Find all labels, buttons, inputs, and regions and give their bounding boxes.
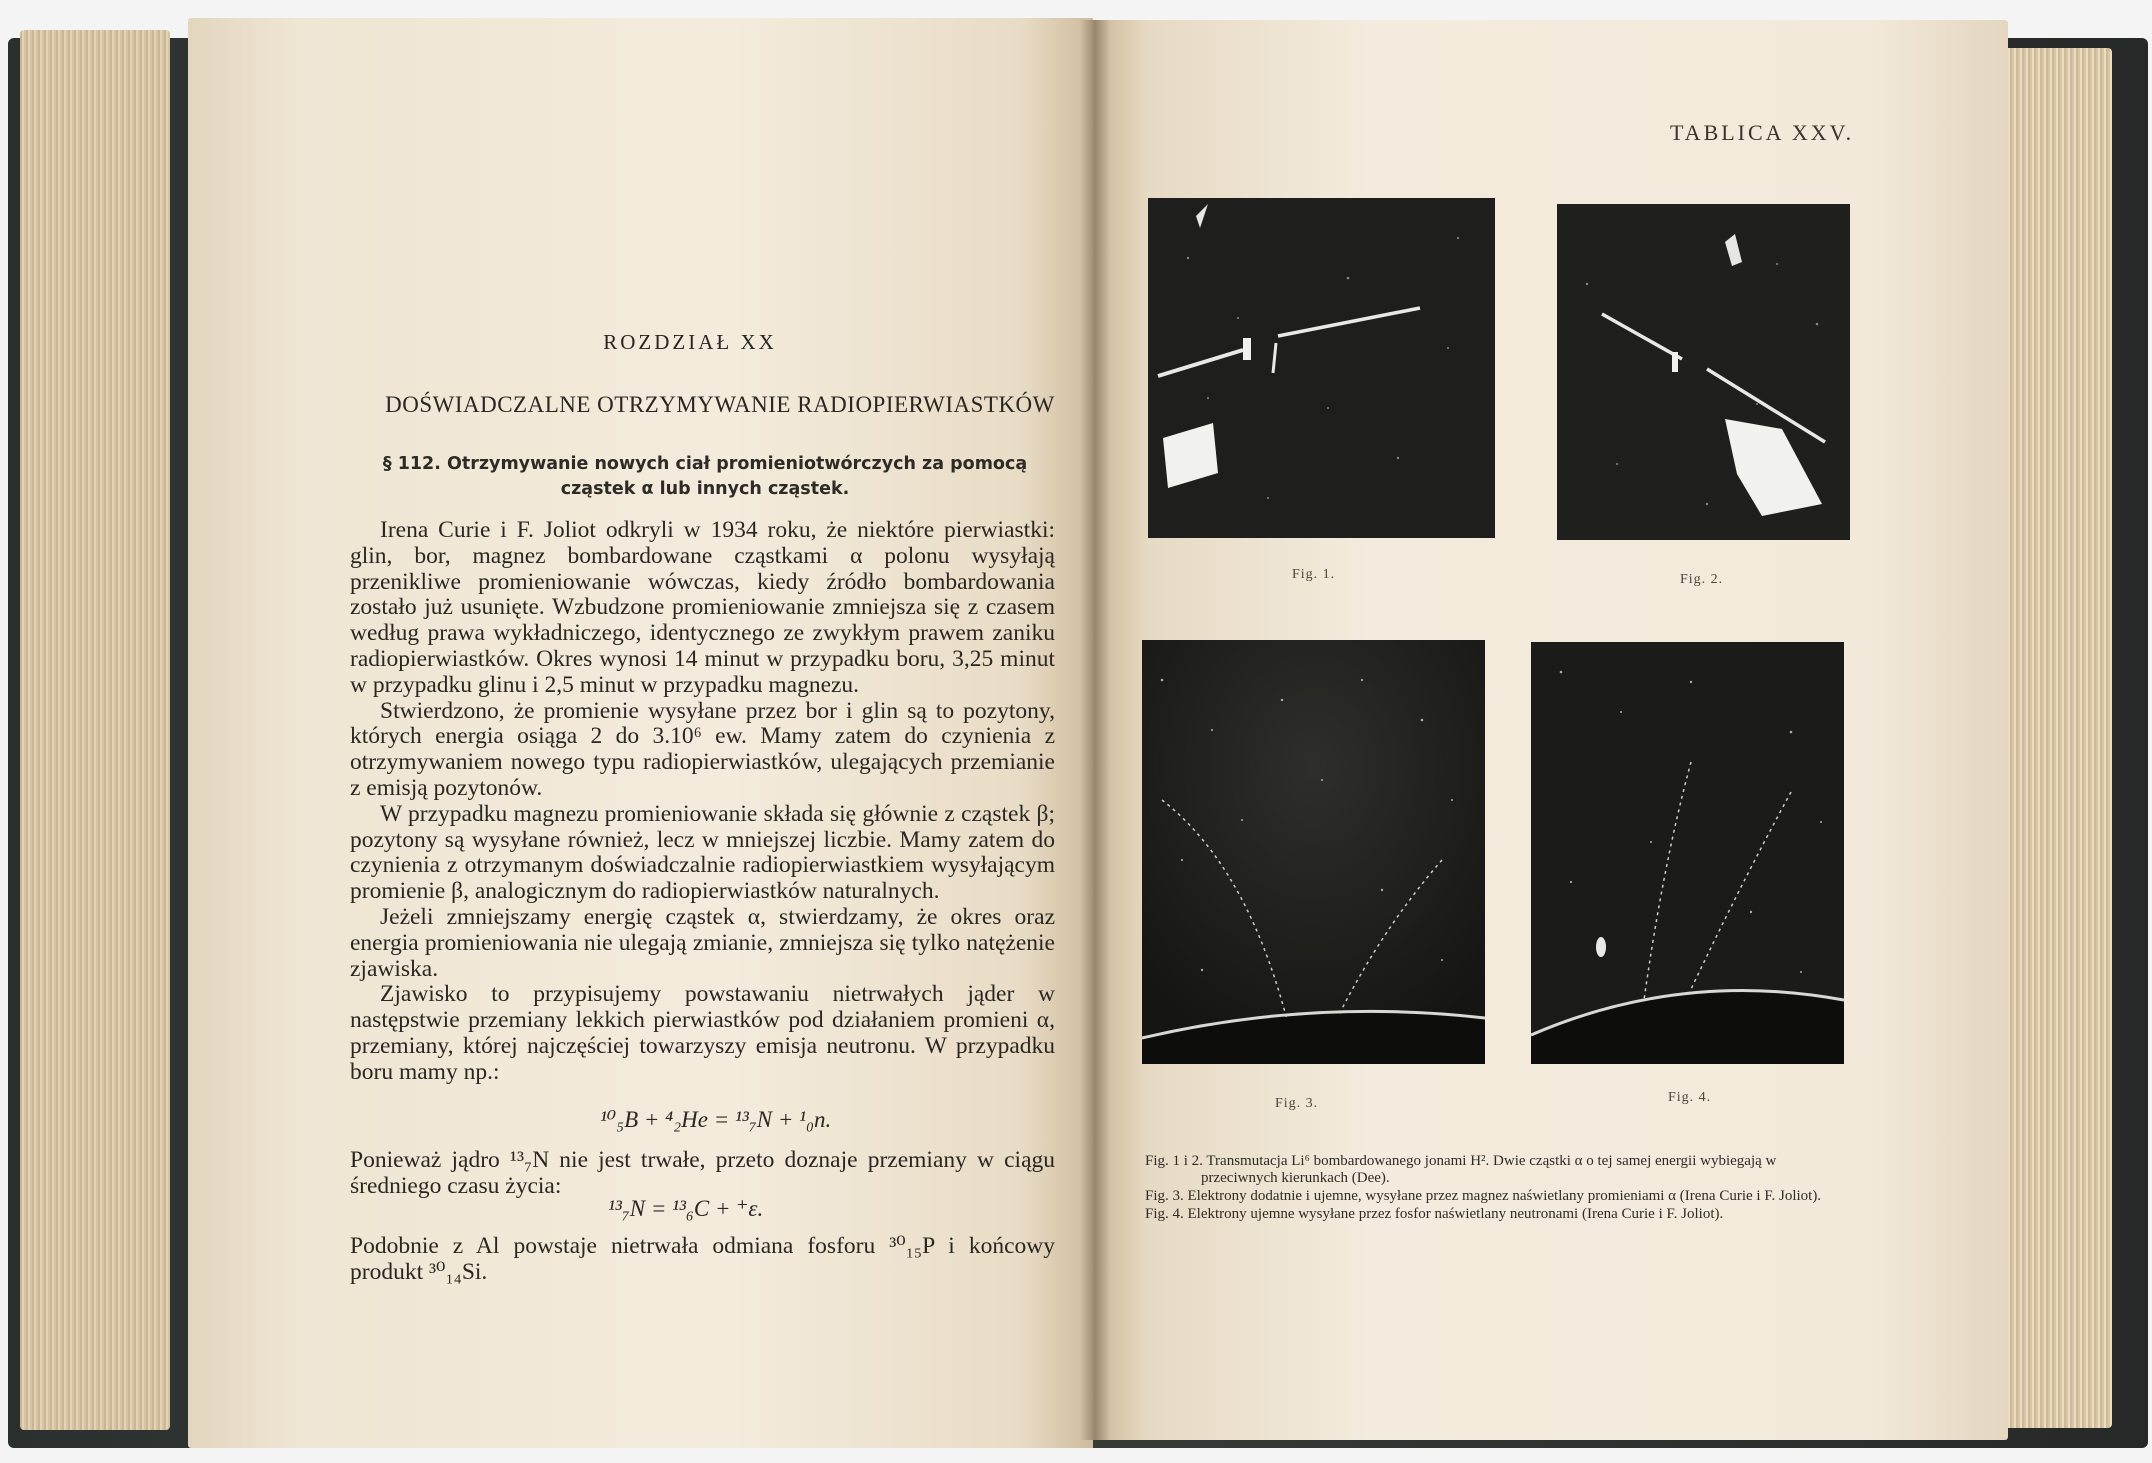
- caption-fig-4: Fig. 4. Elektrony ujemne wysyłane przez fosfor naświetlany neutronami (Irena Curie i F. Joliot).: [1145, 1206, 1724, 1222]
- equation-2: ¹³₇N = ¹³₆C + ⁺ε.: [608, 1196, 764, 1221]
- body-text: [350, 518, 1055, 1086]
- chapter-label: ROZDZIAŁ XX: [603, 330, 777, 354]
- left-page-edges: [20, 30, 170, 1430]
- paragraph-2: Stwierdzono, że promienie wysyłane przez bor i glin są to pozytony, których energia osiąga 2 do 3.10⁶ ew. Mamy zatem do czynienia z otrzymywaniem nowego typu radiopierwiastków, ulegających przemianie z emisją pozytonów.: [350, 697, 1055, 801]
- paragraph-5: Zjawisko to przypisujemy powstawaniu nietrwałych jąder w następstwie przemiany lekkich pierwiastków pod działaniem promieni α, przemiany, której najczęściej towarzyszy emisja neutronu. W przypadku boru mamy np.:: [350, 981, 1055, 1085]
- figure-4-photo: [1531, 642, 1844, 1064]
- paragraph-4: Jeżeli zmniejszamy energię cząstek α, stwierdzamy, że okres oraz energia promieniowania nie ulegają zmianie, zmniejsza się tylko natężenie zjawiska.: [350, 903, 1055, 982]
- section-heading: § 112. Otrzymywanie nowych ciał promieniotwórczych za pomocą cząstek α lub innych cząstek.: [382, 454, 1028, 499]
- paragraph-3: W przypadku magnezu promieniowanie składa się głównie z cząstek β; pozytony są wysyłane również, lecz w mniejszej liczbie. Mamy zatem do czynienia z otrzymanym doświadczalnie radiopierwiastkiem wysyłającym promienie β, analogicznym do radiopierwiastków naturalnych.: [350, 800, 1055, 905]
- figure-2-photo: [1557, 204, 1850, 540]
- figure-2-label: Fig. 2.: [1680, 572, 1724, 587]
- figure-3-label: Fig. 3.: [1275, 1096, 1319, 1111]
- body-text-2: [350, 1148, 1055, 1200]
- equation-1: ¹⁰₅B + ⁴₂He = ¹³₇N + ¹₀n.: [600, 1107, 832, 1132]
- figure-1-label: Fig. 1.: [1292, 567, 1336, 582]
- figure-captions: [1145, 1153, 1845, 1224]
- plate-title: TABLICA XXV.: [1670, 120, 1855, 145]
- chapter-title: DOŚWIADCZALNE OTRZYMYWANIE RADIOPIERWIASTKÓW: [385, 392, 1055, 417]
- spine-gutter: [1080, 20, 1110, 1440]
- caption-fig-3: Fig. 3. Elektrony dodatnie i ujemne, wysyłane przez magnez naświetlany promieniami α (Irena Curie i F. Joliot).: [1145, 1188, 1822, 1204]
- figure-1-photo: [1148, 198, 1495, 538]
- caption-fig-1-2: Fig. 1 i 2. Transmutacja Li⁶ bombardowanego jonami H². Dwie cząstki α o tej samej energii wybiegają w przeciwnych kierunkach (Dee).: [1145, 1153, 1777, 1186]
- paragraph-6: Ponieważ jądro ¹³₇N nie jest trwałe, przeto doznaje przemiany w ciągu średniego czasu życia:: [350, 1147, 1055, 1199]
- figure-3-photo: [1142, 640, 1485, 1064]
- figure-4-label: Fig. 4.: [1668, 1090, 1712, 1105]
- right-page-edges: [2000, 48, 2112, 1428]
- body-text-3: [350, 1234, 1055, 1286]
- paragraph-1: Irena Curie i F. Joliot odkryli w 1934 roku, że niektóre pierwiastki: glin, bor, magnez bombardowane cząstkami α polonu wysyłają przenikliwe promieniowanie wówczas, kiedy źródło bombardowania zostało już usunięte. Wzbudzone promieniowanie zmniejsza się z czasem według prawa wykładniczego, identycznego ze zwykłym prawem zaniku radiopierwiastków. Okres wynosi 14 minut w przypadku boru, 3,25 minut w przypadku glinu i 2,5 minut w przypadku magnezu.: [350, 517, 1055, 698]
- paragraph-7: Podobnie z Al powstaje nietrwała odmiana fosforu ³⁰₁₅P i końcowy produkt ³⁰₁₄Si.: [350, 1233, 1055, 1285]
